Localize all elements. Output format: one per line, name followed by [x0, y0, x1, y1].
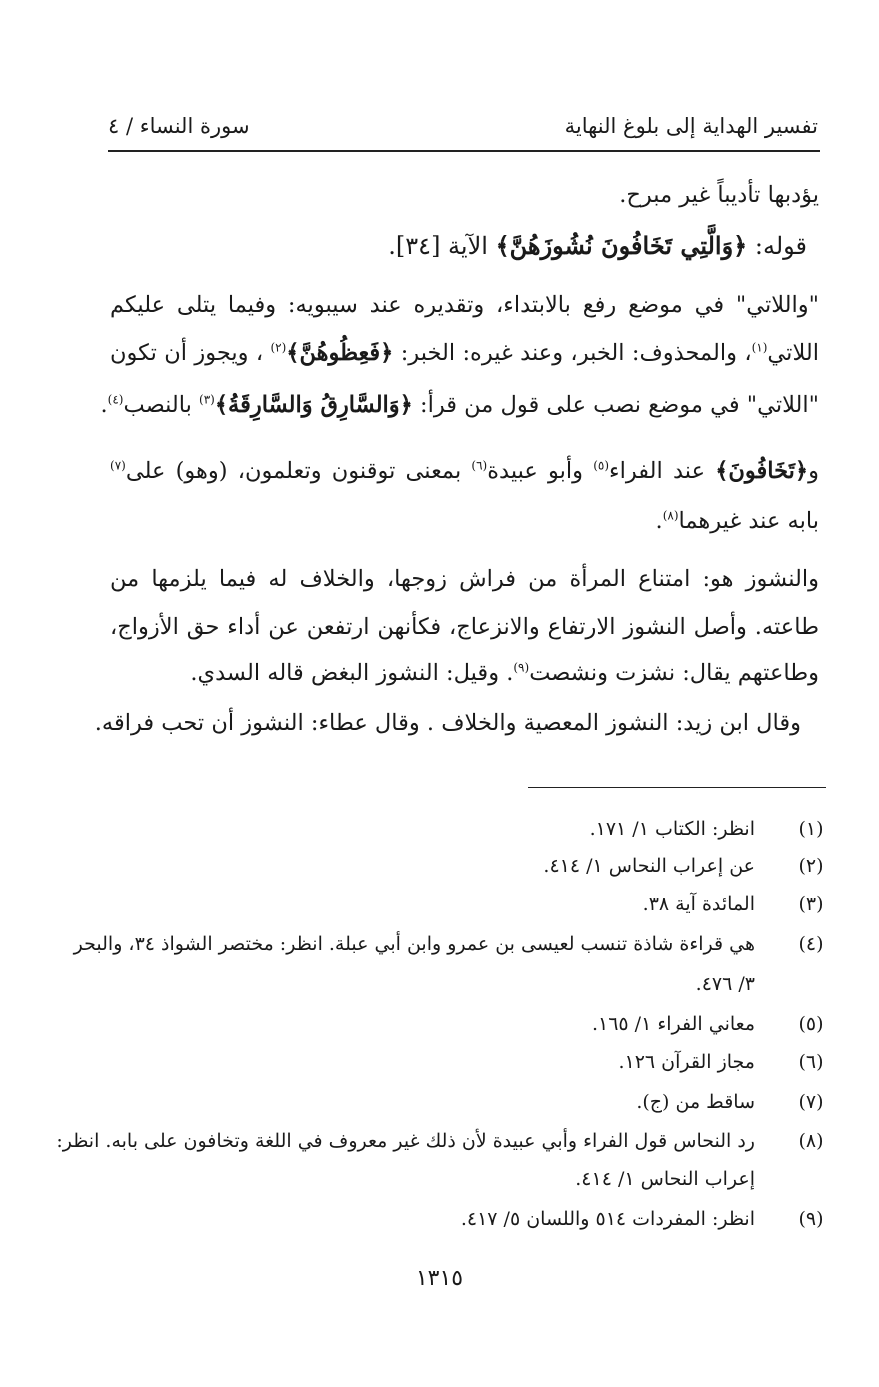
surah-label: سورة النساء / ٤: [108, 114, 250, 138]
footnote-number: (٩): [798, 1208, 824, 1230]
page-number: ١٣١٥: [415, 1266, 464, 1291]
footnote-text: هي قراءة شاذة تنسب لعيسى بن عمرو وابن أبي عبلة. انظر: مختصر الشواذ ٣٤، والبحر: [73, 933, 755, 955]
quran-verse: ﴿وَالَّتِي تَخَافُونَ نُشُوزَهُنَّ﴾: [495, 231, 748, 260]
footnote-number: (٦): [798, 1051, 824, 1073]
body-line-7: بابه عند غيرهما$^{(٨)}$.: [655, 508, 819, 534]
footnote-ref[interactable]: (٥): [593, 458, 610, 473]
body-line-5: "اللاتي" في موضع نصب على قول من قرأ: ﴿وَالسَّارِقُ وَالسَّارِقَةُ﴾$^{(٣)}$ بالنصب$^{(٤)}$.: [100, 392, 819, 418]
footnote-ref[interactable]: (٦): [471, 458, 488, 473]
footnote-text: معاني الفراء ١/ ١٦٥.: [591, 1013, 755, 1035]
footnote-ref[interactable]: (٩): [513, 660, 530, 675]
footnote-text: ساقط من (ج).: [636, 1091, 755, 1113]
footnote-number: (٧): [798, 1091, 824, 1113]
body-line-6: و﴿تَخَافُونَ﴾ عند الفراء$^{(٥)}$ وأبو عبيدة$^{(٦)}$ بمعنى توقنون وتعلمون، (وهو) على$^{(٧)}$: [110, 458, 819, 484]
quran-verse: ﴿فَعِظُوهُنَّ﴾: [286, 340, 394, 366]
running-header: [108, 110, 820, 152]
footnote-text: انظر: الكتاب ١/ ١٧١.: [589, 818, 755, 840]
quran-verse: ﴿وَالسَّارِقُ وَالسَّارِقَةُ﴾: [214, 392, 413, 418]
footnote-ref[interactable]: (١): [751, 340, 768, 355]
quran-verse: ﴿تَخَافُونَ﴾: [715, 458, 809, 484]
footnote-text: انظر: المفردات ٥١٤ واللسان ٥/ ٤١٧.: [460, 1208, 755, 1230]
body-line-10: وطاعتهم يقال: نشزت ونشصت$^{(٩)}$. وقيل: النشوز البغض قاله السدي.: [190, 660, 819, 686]
footnote-separator: [528, 787, 826, 788]
footnote-number: (٨): [798, 1130, 824, 1152]
footnote-ref[interactable]: (٣): [199, 392, 215, 407]
body-line-8: والنشوز هو: امتناع المرأة من فراش زوجها، والخلاف له فيما يلزمها من: [110, 566, 819, 592]
footnote-number: (١): [798, 818, 824, 840]
footnote-text: إعراب النحاس ١/ ٤١٤.: [575, 1168, 755, 1190]
footnote-number: (٣): [798, 893, 824, 915]
body-line-1: يؤدبها تأديباً غير مبرح.: [619, 182, 819, 208]
footnote-number: (٢): [798, 855, 824, 877]
footnote-text: عن إعراب النحاس ١/ ٤١٤.: [543, 855, 755, 877]
body-line-11: وقال ابن زيد: النشوز المعصية والخلاف . وقال عطاء: النشوز أن تحب فراقه.: [94, 710, 801, 736]
footnote-text: مجاز القرآن ١٢٦.: [618, 1051, 755, 1073]
verse-citation-line: قوله: ﴿وَالَّتِي تَخَافُونَ نُشُوزَهُنَّ﴾ الآية [٣٤].: [388, 231, 807, 260]
footnote-ref[interactable]: (٢): [270, 340, 287, 355]
body-line-4: اللاتي$^{(١)}$، والمحذوف: الخبر، وعند غيره: الخبر: ﴿فَعِظُوهُنَّ﴾$^{(٢)}$ ، ويجوز أن تكون: [110, 340, 819, 366]
footnote-text: رد النحاس قول الفراء وأبي عبيدة لأن ذلك غير معروف في اللغة وتخافون على بابه. انظر:: [56, 1130, 755, 1152]
body-line-9: طاعته. وأصل النشوز الارتفاع والانزعاج، فكأنهن ارتفعن عن أداء حق الأزواج،: [110, 614, 819, 640]
footnote-number: (٤): [798, 933, 824, 955]
footnote-text: المائدة آية ٣٨.: [642, 893, 755, 915]
footnote-number: (٥): [798, 1013, 824, 1035]
body-line-3: "واللاتي" في موضع رفع بالابتداء، وتقديره عند سيبويه: وفيما يتلى عليكم: [110, 292, 819, 318]
book-title: تفسير الهداية إلى بلوغ النهاية: [564, 114, 818, 138]
footnote-ref[interactable]: (٧): [110, 458, 126, 473]
footnote-ref[interactable]: (٤): [107, 392, 124, 407]
footnote-text: ٣/ ٤٧٦.: [695, 973, 755, 995]
footnote-ref[interactable]: (٨): [662, 508, 679, 523]
